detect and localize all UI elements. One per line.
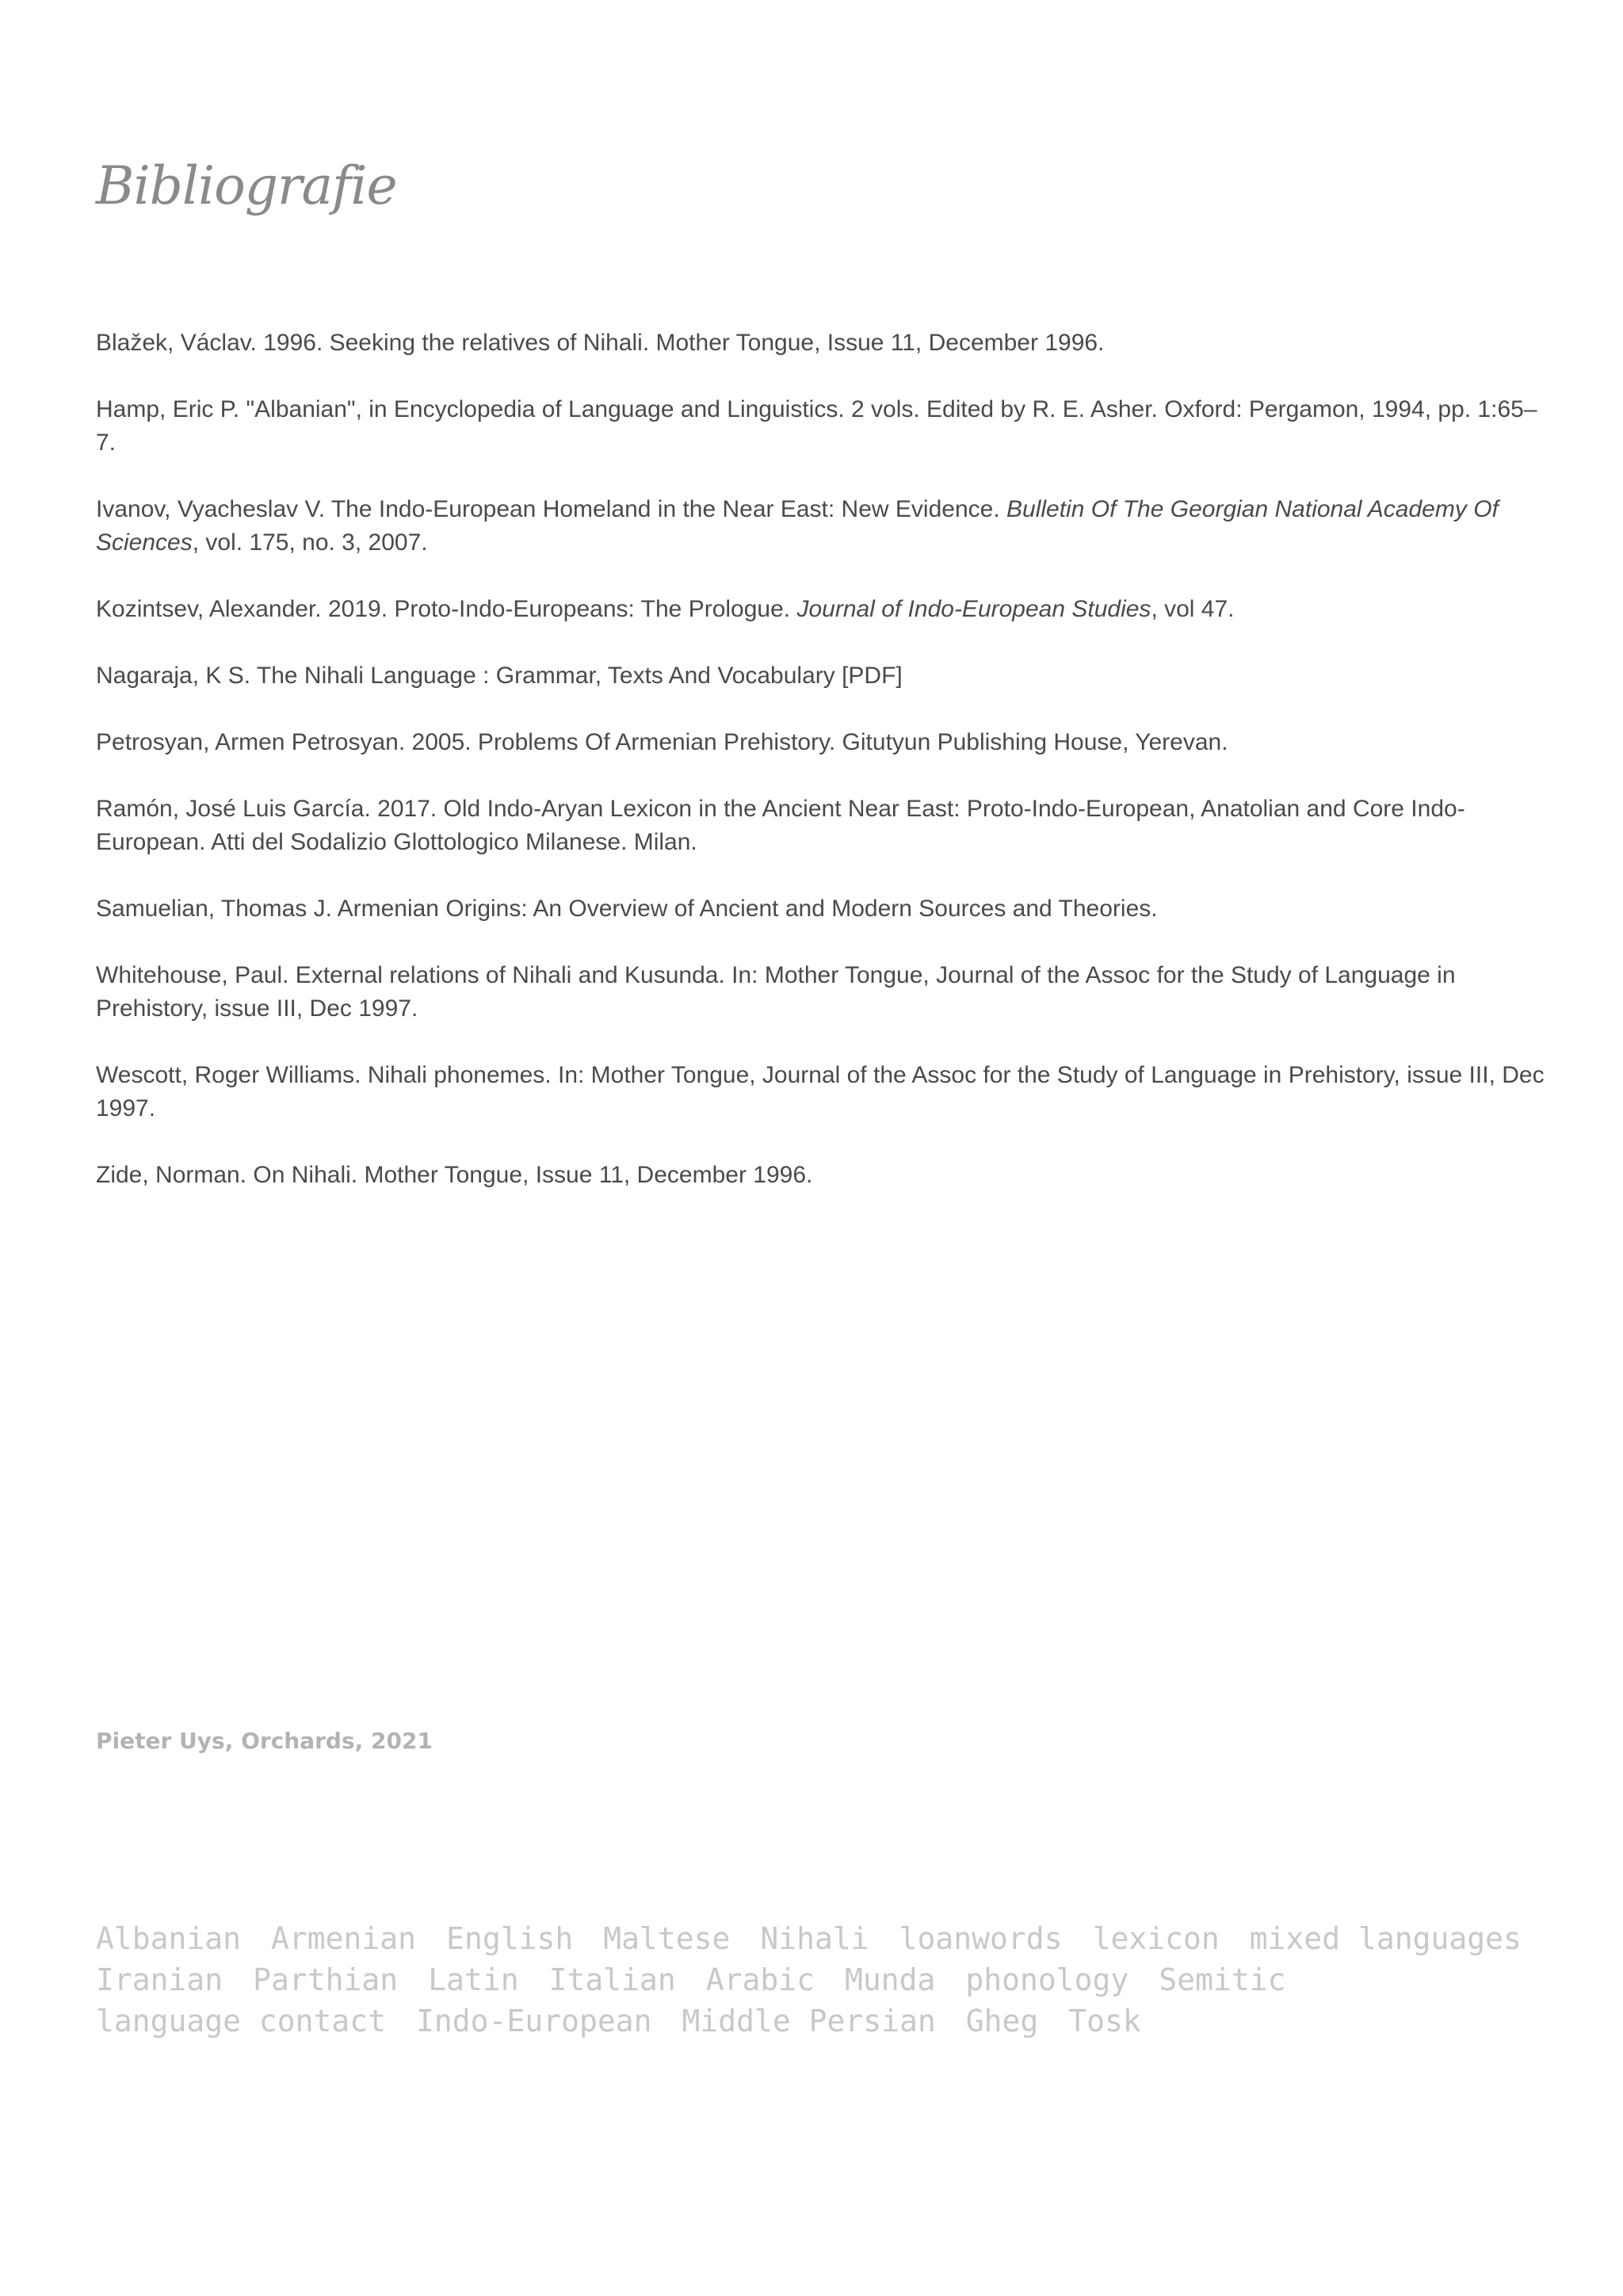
bibliography-entry — [96, 1059, 1546, 1125]
entry-italic-title: Bulletin Of The Georgian National Academy Of Sciences — [96, 496, 1499, 556]
bibliography-entry — [96, 892, 1546, 926]
bibliography-list — [96, 327, 1546, 1225]
tag-link[interactable]: mixed languages — [1249, 1921, 1522, 1956]
bibliography-entry — [96, 593, 1546, 626]
tag-link[interactable]: Semitic — [1159, 1962, 1286, 1997]
bibliography-entry — [96, 1159, 1546, 1192]
entry-text: Wescott, Roger Williams. Nihali phonemes. In: Mother Tongue, Journal of the Assoc for the Study of Language in Prehistory, issue III, Dec 1997. — [96, 1062, 1545, 1121]
entry-italic-title: Journal of Indo-European Studies — [796, 596, 1151, 622]
entry-text: Petrosyan, Armen Petrosyan. 2005. Problems Of Armenian Prehistory. Gitutyun Publishing House, Yerevan. — [96, 729, 1228, 755]
bibliography-entry — [96, 393, 1546, 460]
tag-link[interactable]: Munda — [845, 1962, 936, 1997]
entry-text: Hamp, Eric P. "Albanian", in Encyclopedia of Language and Linguistics. 2 vols. Edited by R. E. Asher. Oxford: Pergamon, 1994, pp. 1:65–7. — [96, 396, 1537, 456]
entry-text: Ramón, José Luis García. 2017. Old Indo-Aryan Lexicon in the Ancient Near East: Proto-Indo-European, Anatolian and Core Indo-European. Atti del Sodalizio Glottologico Milanese. Milan. — [96, 796, 1465, 855]
bibliography-entry — [96, 726, 1546, 759]
tag-link[interactable]: Armenian — [271, 1921, 417, 1956]
tag-link[interactable]: Arabic — [705, 1962, 815, 1997]
entry-text: Zide, Norman. On Nihali. Mother Tongue, Issue 11, December 1996. — [96, 1162, 813, 1188]
tag-link[interactable]: Latin — [428, 1962, 519, 1997]
tag-link[interactable]: Parthian — [253, 1962, 399, 1997]
tag-link[interactable]: Gheg — [965, 2004, 1039, 2038]
bibliography-entry — [96, 327, 1546, 360]
tag-link[interactable]: Tosk — [1068, 2004, 1141, 2038]
tag-link[interactable]: language contact — [96, 2004, 387, 2038]
entry-text: Kozintsev, Alexander. 2019. Proto-Indo-Europeans: The Prologue. — [96, 596, 797, 622]
tag-link[interactable]: English — [446, 1921, 574, 1956]
entry-text: , vol 47. — [1151, 596, 1235, 622]
bibliography-entry — [96, 493, 1546, 560]
entry-text: Samuelian, Thomas J. Armenian Origins: An Overview of Ancient and Modern Sources and Theories. — [96, 896, 1158, 922]
entry-text: Blažek, Václav. 1996. Seeking the relatives of Nihali. Mother Tongue, Issue 11, December 1996. — [96, 330, 1105, 356]
page-title: Bibliografie — [96, 155, 397, 216]
tag-link[interactable]: loanwords — [899, 1921, 1063, 1956]
tag-link[interactable]: Indo-European — [416, 2004, 652, 2038]
bibliography-entry — [96, 793, 1546, 859]
tag-link[interactable]: Nihali — [760, 1921, 869, 1956]
tag-link[interactable]: lexicon — [1092, 1921, 1220, 1956]
tag-list — [96, 1918, 1554, 2042]
author-footer: Pieter Uys, Orchards, 2021 — [96, 1728, 433, 1754]
tag-link[interactable]: Italian — [548, 1962, 676, 1997]
entry-text: Ivanov, Vyacheslav V. The Indo-European Homeland in the Near East: New Evidence. — [96, 496, 1006, 522]
bibliography-entry — [96, 659, 1546, 693]
entry-text: Nagaraja, K S. The Nihali Language : Grammar, Texts And Vocabulary [PDF] — [96, 663, 903, 689]
tag-link[interactable]: Albanian — [96, 1921, 242, 1956]
tag-link[interactable]: Maltese — [603, 1921, 731, 1956]
bibliography-entry — [96, 959, 1546, 1026]
tag-link[interactable]: Iranian — [96, 1962, 223, 1997]
entry-text: Whitehouse, Paul. External relations of Nihali and Kusunda. In: Mother Tongue, Journal of the Assoc for the Study of Language in Prehistory, issue III, Dec 1997. — [96, 962, 1456, 1022]
tag-link[interactable]: Middle Persian — [682, 2004, 936, 2038]
entry-text: , vol. 175, no. 3, 2007. — [192, 529, 428, 556]
tag-link[interactable]: phonology — [965, 1962, 1129, 1997]
